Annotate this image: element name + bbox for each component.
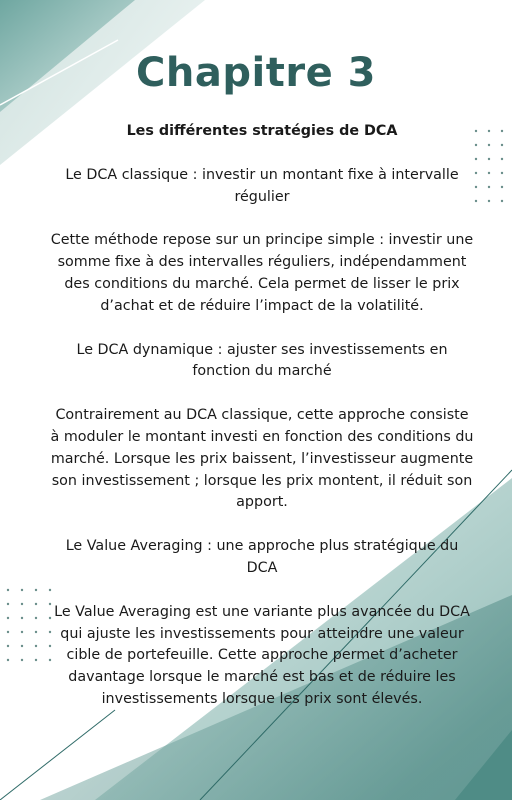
dot-grid-bottom-left [7,589,51,661]
chapter-content [50,121,474,733]
paragraph-dca-dynamique-body: Contrairement au DCA classique, cette approche consiste à moduler le montant investi en fonction des conditions du marché. Lorsque les prix baissent, l’investisseur augmente son investissement ; lorsque les prix montent, il réduit son apport. [50,407,474,511]
section-subtitle: Les différentes stratégies de DCA [126,123,398,139]
paragraph-dca-classique-body: Cette méthode repose sur un principe simple : investir une somme fixe à des intervalles réguliers, indépendamment des conditions du marché. Cela permet de lisser le prix d’achat et de réduire l’impact de la volatilité. [50,232,474,314]
paragraph-value-averaging-heading: Le Value Averaging : une approche plus stratégique du DCA [65,538,459,576]
paragraph-dca-classique-heading: Le DCA classique : investir un montant fixe à intervalle régulier [65,166,459,205]
chapter-title: Chapitre 3 [136,50,376,96]
paragraph-dca-dynamique-heading: Le DCA dynamique : ajuster ses investissements en fonction du marché [76,341,448,380]
paragraph-value-averaging-body: Le Value Averaging est une variante plus avancée du DCA qui ajuste les investissements pour atteindre une valeur cible de portefeuille. Cette approche permet d’acheter davantage lorsque le marché est bas et de réduire les investissements lorsque les prix sont élevés. [54,603,470,707]
dot-grid-top-right [475,130,503,202]
